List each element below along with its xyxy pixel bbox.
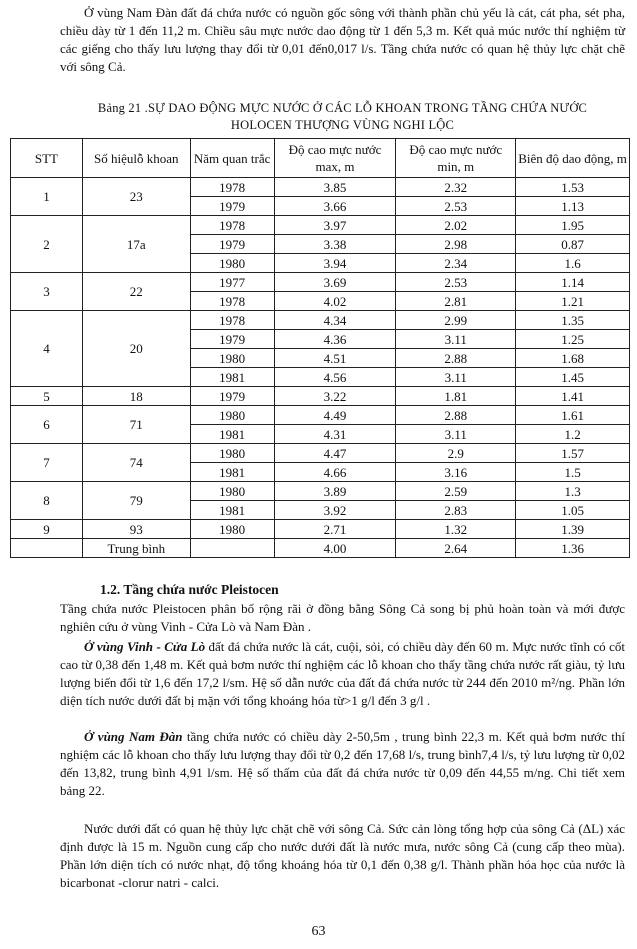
amplitude-cell: 1.45 [516,368,630,387]
year-cell: 1980 [190,482,274,501]
table-row [11,273,630,292]
min-cell: 1.32 [396,520,516,539]
max-cell: 4.47 [274,444,396,463]
stt-cell: 3 [11,273,83,311]
table-row [11,387,630,406]
average-max: 4.00 [274,539,396,558]
year-cell: 1980 [190,254,274,273]
amplitude-cell: 1.61 [516,406,630,425]
max-cell: 3.92 [274,501,396,520]
average-empty-year-cell [190,539,274,558]
year-cell: 1978 [190,311,274,330]
min-cell: 2.99 [396,311,516,330]
year-cell: 1980 [190,349,274,368]
year-cell: 1978 [190,216,274,235]
paragraph-nam-dan-pleistocen [60,728,625,800]
paragraph-vinh-cua-lo [60,638,625,710]
min-cell: 2.32 [396,178,516,197]
header-hole: Số hiệulỗ khoan [82,139,190,178]
amplitude-cell: 1.14 [516,273,630,292]
hole-cell: 93 [82,520,190,539]
min-cell: 2.53 [396,197,516,216]
header-amplitude: Biên độ dao động, m [516,139,630,178]
year-cell: 1981 [190,501,274,520]
hole-cell: 74 [82,444,190,482]
min-cell: 2.02 [396,216,516,235]
table-row [11,311,630,330]
year-cell: 1978 [190,178,274,197]
max-cell: 4.51 [274,349,396,368]
water-level-table [10,138,630,558]
table-caption-line-2: HOLOCEN THƯỢNG VÙNG NGHI LỘC [230,118,455,132]
max-cell: 3.85 [274,178,396,197]
min-cell: 2.88 [396,406,516,425]
amplitude-cell: 1.05 [516,501,630,520]
paragraph-pleistocen-intro: Tầng chứa nước Pleistocen phân bố rộng rãi ở đồng bằng Sông Cả song bị phủ hoàn toàn và mới được nghiên cứu ở vùng Vinh - Cửa Lò và Nam Đàn . [60,601,625,634]
paragraph-groundwater-relation: Nước dưới đất có quan hệ thủy lực chặt chẽ với sông Cả. Sức cản lòng tổng hợp của sông Cả (ΔL) xác định được là 15 m. Nguồn cung cấp cho nước dưới đất là nước mưa, nước sông Cả (cung cấp theo mùa). Phần lớn diện tích có nước nhạt, độ tổng khoáng hóa từ 0,1 đến 0,38 g/l. Thành phần hóa học của nước là bicarbonat -clorur natri - calci. [60,821,625,890]
namdan-label: Ở vùng Nam Đàn [84,729,183,744]
header-min: Độ cao mực nước min, m [396,139,516,178]
min-cell: 2.98 [396,235,516,254]
hole-cell: 79 [82,482,190,520]
max-cell: 4.49 [274,406,396,425]
max-cell: 4.02 [274,292,396,311]
min-cell: 2.53 [396,273,516,292]
vinh-text: đất đá chứa nước là cát, cuội, sỏi, có chiều dày đến 60 m. Mực nước tĩnh có cốt cao từ 0,38 đến 1,48 m. Kết quả bơm nước thí nghiệm các lỗ khoan cho thấy tầng chứa nước rất giàu, tỷ lưu lượng biến đổi từ 1,6 đến 17,2 l/sm. Hệ số dẫn nước của đất đá chứa nước từ 244 đến 2010 m²/ng. Phần lớn diện tích nước dưới đất bị mặn với tổng khoáng hóa từ>1 g/l đến 3 g/l . [60,639,626,708]
hole-cell: 23 [82,178,190,216]
average-empty-cell [11,539,83,558]
max-cell: 2.71 [274,520,396,539]
year-cell: 1977 [190,273,274,292]
year-cell: 1979 [190,330,274,349]
max-cell: 3.22 [274,387,396,406]
amplitude-cell: 1.3 [516,482,630,501]
amplitude-cell: 1.41 [516,387,630,406]
max-cell: 3.38 [274,235,396,254]
header-stt: STT [11,139,83,178]
min-cell: 3.16 [396,463,516,482]
min-cell: 1.81 [396,387,516,406]
table-row [11,216,630,235]
page-number: 63 [311,924,326,939]
average-amplitude: 1.36 [516,539,630,558]
amplitude-cell: 1.21 [516,292,630,311]
amplitude-cell: 1.25 [516,330,630,349]
max-cell: 3.97 [274,216,396,235]
hole-cell: 17a [82,216,190,273]
year-cell: 1980 [190,520,274,539]
paragraph-nam-dan-holocen: Ở vùng Nam Đàn đất đá chứa nước có nguồn gốc sông với thành phần chủ yếu là cát, cát pha, sét pha, chiều dày từ 1 đến 11,2 m. Chiều sâu mực nước dao động từ 1 đến 5,3 m. Kết quả múc nước thí nghiệm từ các giếng cho thấy lưu lượng thay đổi từ 0,01 đến0,017 l/s. Tầng chứa nước có quan hệ thủy lực chặt chẽ với sông Cả. [60,5,625,74]
average-row [11,539,630,558]
amplitude-cell: 1.68 [516,349,630,368]
min-cell: 2.34 [396,254,516,273]
min-cell: 3.11 [396,425,516,444]
header-year: Năm quan trắc [190,139,274,178]
amplitude-cell: 1.95 [516,216,630,235]
max-cell: 4.66 [274,463,396,482]
min-cell: 2.88 [396,349,516,368]
average-min: 2.64 [396,539,516,558]
year-cell: 1979 [190,387,274,406]
hole-cell: 22 [82,273,190,311]
min-cell: 3.11 [396,330,516,349]
min-cell: 3.11 [396,368,516,387]
min-cell: 2.83 [396,501,516,520]
min-cell: 2.9 [396,444,516,463]
max-cell: 3.94 [274,254,396,273]
vinh-label: Ở vùng Vinh - Cửa Lò [84,639,206,654]
amplitude-cell: 1.35 [516,311,630,330]
amplitude-cell: 1.53 [516,178,630,197]
amplitude-cell: 0.87 [516,235,630,254]
amplitude-cell: 1.57 [516,444,630,463]
section-heading: 1.2. Tầng chứa nước Pleistocen [100,582,279,597]
year-cell: 1981 [190,368,274,387]
stt-cell: 9 [11,520,83,539]
max-cell: 4.34 [274,311,396,330]
hole-cell: 20 [82,311,190,387]
max-cell: 3.66 [274,197,396,216]
max-cell: 4.36 [274,330,396,349]
table-row [11,178,630,197]
amplitude-cell: 1.13 [516,197,630,216]
year-cell: 1980 [190,406,274,425]
stt-cell: 1 [11,178,83,216]
max-cell: 3.89 [274,482,396,501]
max-cell: 4.31 [274,425,396,444]
stt-cell: 4 [11,311,83,387]
year-cell: 1978 [190,292,274,311]
average-label: Trung bình [82,539,190,558]
stt-cell: 7 [11,444,83,482]
max-cell: 3.69 [274,273,396,292]
stt-cell: 5 [11,387,83,406]
min-cell: 2.59 [396,482,516,501]
table-row [11,444,630,463]
table-body [11,178,630,558]
table-row [11,482,630,501]
year-cell: 1981 [190,425,274,444]
table-header-row [11,139,630,178]
year-cell: 1979 [190,235,274,254]
amplitude-cell: 1.5 [516,463,630,482]
amplitude-cell: 1.39 [516,520,630,539]
stt-cell: 8 [11,482,83,520]
year-cell: 1979 [190,197,274,216]
hole-cell: 18 [82,387,190,406]
stt-cell: 2 [11,216,83,273]
table-row [11,520,630,539]
max-cell: 4.56 [274,368,396,387]
amplitude-cell: 1.2 [516,425,630,444]
min-cell: 2.81 [396,292,516,311]
year-cell: 1981 [190,463,274,482]
amplitude-cell: 1.6 [516,254,630,273]
namdan-text: tầng chứa nước có chiều dày 2-50,5m , trung bình 22,3 m. Kết quả bơm nước thí nghiệm các lỗ khoan cho thấy lưu lượng thay đổi từ 0,2 đến 17,68 l/s, trung bình7,4 l/s, tỷ lưu lượng từ 0,02 đến 13,82, trung bình 4,91 l/sm. Hệ số thấm của đất đá chứa nước từ 0,09 đến 44,55 m/ng. Chi tiết xem bảng 22. [60,729,625,798]
hole-cell: 71 [82,406,190,444]
header-max: Độ cao mực nước max, m [274,139,396,178]
year-cell: 1980 [190,444,274,463]
table-caption-line-1: Bảng 21 .SỰ DAO ĐỘNG MỰC NƯỚC Ở CÁC LỖ KHOAN TRONG TẦNG CHỨA NƯỚC [97,101,588,115]
table-row [11,406,630,425]
stt-cell: 6 [11,406,83,444]
